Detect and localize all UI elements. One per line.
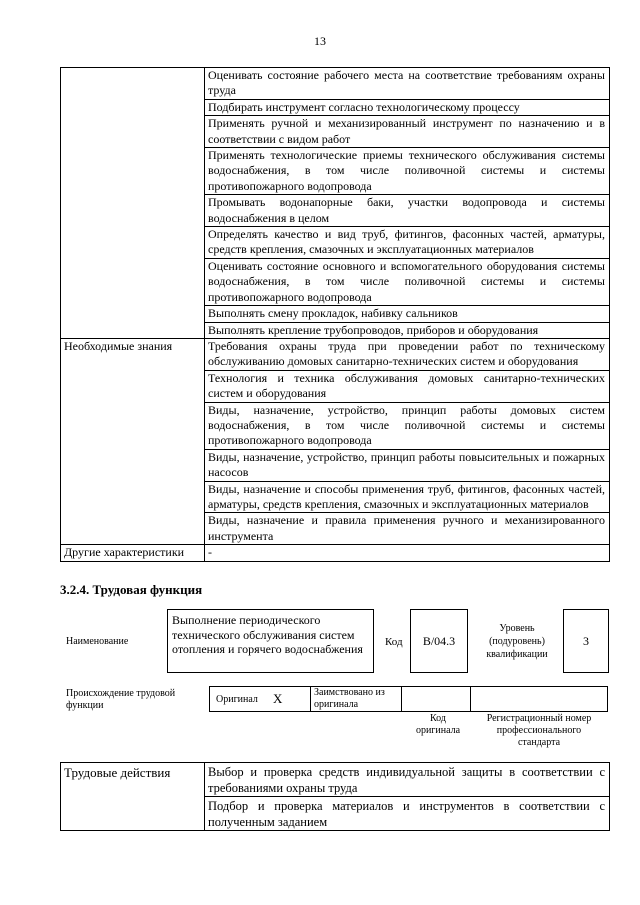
row-item-text: Технология и техника обслуживания домовых санитарно-технических систем и оборудования (208, 370, 605, 401)
row-label: Другие характеристики (64, 545, 185, 560)
origin-label: Происхождение трудовой функции (66, 688, 176, 711)
skills-table (60, 67, 610, 562)
actions-label: Трудовые действия (64, 765, 171, 780)
row-item-text: Выполнять крепление трубопроводов, приборов и оборудования (208, 322, 539, 337)
section-title: 3.2.4. Трудовая функция (60, 582, 203, 597)
original-box (209, 686, 311, 712)
row-item-text: - (208, 545, 212, 560)
row-item-text: Оценивать состояние рабочего места на соответствие требованиям охраны труда (208, 68, 605, 98)
name-label: Наименование (66, 636, 129, 647)
row-item-text: Оценивать состояние основного и вспомогательного оборудования системы водоснабжения, в том числе поливочной системы и системы противопожарного водопровода (208, 258, 605, 304)
row-item-cell (205, 763, 610, 797)
reg-number-box (471, 686, 608, 712)
row-item-text: Подбирать инструмент согласно технологическому процессу (208, 99, 520, 114)
code-value: В/04.3 (422, 634, 456, 648)
origin-code-label: Код оригинала (415, 713, 461, 736)
function-name: Выполнение периодического технического обслуживания систем отопления и горячего водоснабжения (172, 613, 363, 657)
borrowed-box (310, 686, 402, 712)
row-item-cell (205, 306, 610, 322)
row-item-cell (205, 322, 610, 338)
row-item-text: Промывать водонапорные баки, участки водопровода и системы водоснабжения в целом (208, 195, 605, 225)
row-label-cell (61, 68, 205, 339)
row-item-cell (205, 258, 610, 305)
row-item-cell (205, 195, 610, 227)
function-name-box (167, 609, 374, 673)
row-item-text: Виды, назначение, устройство, принцип работы повысительных и пожарных насосов (208, 449, 605, 480)
row-item-text: Требования охраны труда при проведении работ по техническому обслуживанию домовых санитарно-технических систем и оборудования (208, 338, 605, 369)
reg-number-label: Регистрационный номер профессионального стандарта (486, 713, 592, 748)
original-label: Оригинал (216, 694, 258, 705)
level-label: Уровень (подуровень) квалификации (486, 623, 548, 660)
level-box (563, 609, 609, 673)
original-mark: X (273, 691, 283, 706)
row-item-text: Выбор и проверка средств индивидуальной защиты в соответствии с требованиями охраны труда (208, 765, 605, 795)
row-label-cell (61, 338, 205, 544)
table-row (61, 338, 610, 370)
table-row (61, 545, 610, 561)
row-item-cell (205, 370, 610, 402)
row-item-text: Выполнять смену прокладок, набивку сальников (208, 306, 458, 321)
row-item-text: Виды, назначение и способы применения труб, фитингов, фасонных частей, арматуры, средств крепления, смазочных и эксплуатационных материалов (208, 481, 605, 511)
row-item-cell (205, 99, 610, 115)
row-item-cell (205, 402, 610, 449)
code-box (410, 609, 468, 673)
level-value: 3 (583, 634, 589, 648)
row-item-text: Виды, назначение и правила применения ручного и механизированного инструмента (208, 513, 605, 543)
row-item-text: Применять технологические приемы технического обслуживания системы водоснабжения, в том числе поливочной системы и системы противопожарного водопровода (208, 148, 605, 193)
row-item-text: Подбор и проверка материалов и инструментов в соответствии с полученным заданием (208, 799, 605, 829)
row-item-cell (205, 68, 610, 100)
row-item-cell (205, 148, 610, 195)
row-item-cell (205, 481, 610, 513)
actions-table (60, 762, 610, 831)
row-item-cell (205, 797, 610, 831)
row-item-cell (205, 513, 610, 545)
row-item-cell (205, 227, 610, 259)
page-number: 13 (314, 34, 326, 48)
borrowed-label: Заимствовано из оригинала (314, 687, 385, 710)
row-item-text: Определять качество и вид труб, фитингов, фасонных частей, арматуры, средств крепления, смазочных и эксплуатационных материалов (208, 227, 605, 257)
table-row (61, 763, 610, 797)
row-item-cell (205, 449, 610, 481)
table-row (61, 68, 610, 100)
row-item-text: Применять ручной и механизированный инструмент по назначению и в соответствии с видом работ (208, 116, 605, 146)
code-label: Код (385, 636, 403, 648)
row-label: Необходимые знания (64, 338, 173, 353)
row-item-cell (205, 545, 610, 561)
row-item-cell (205, 338, 610, 370)
row-item-cell (205, 116, 610, 148)
row-item-text: Виды, назначение, устройство, принцип работы домовых систем водоснабжения, в том числе поливочной системы и системы противопожарного водопровода (208, 402, 605, 448)
row-label-cell (61, 763, 205, 831)
row-label-cell (61, 545, 205, 561)
origin-code-box (402, 686, 471, 712)
